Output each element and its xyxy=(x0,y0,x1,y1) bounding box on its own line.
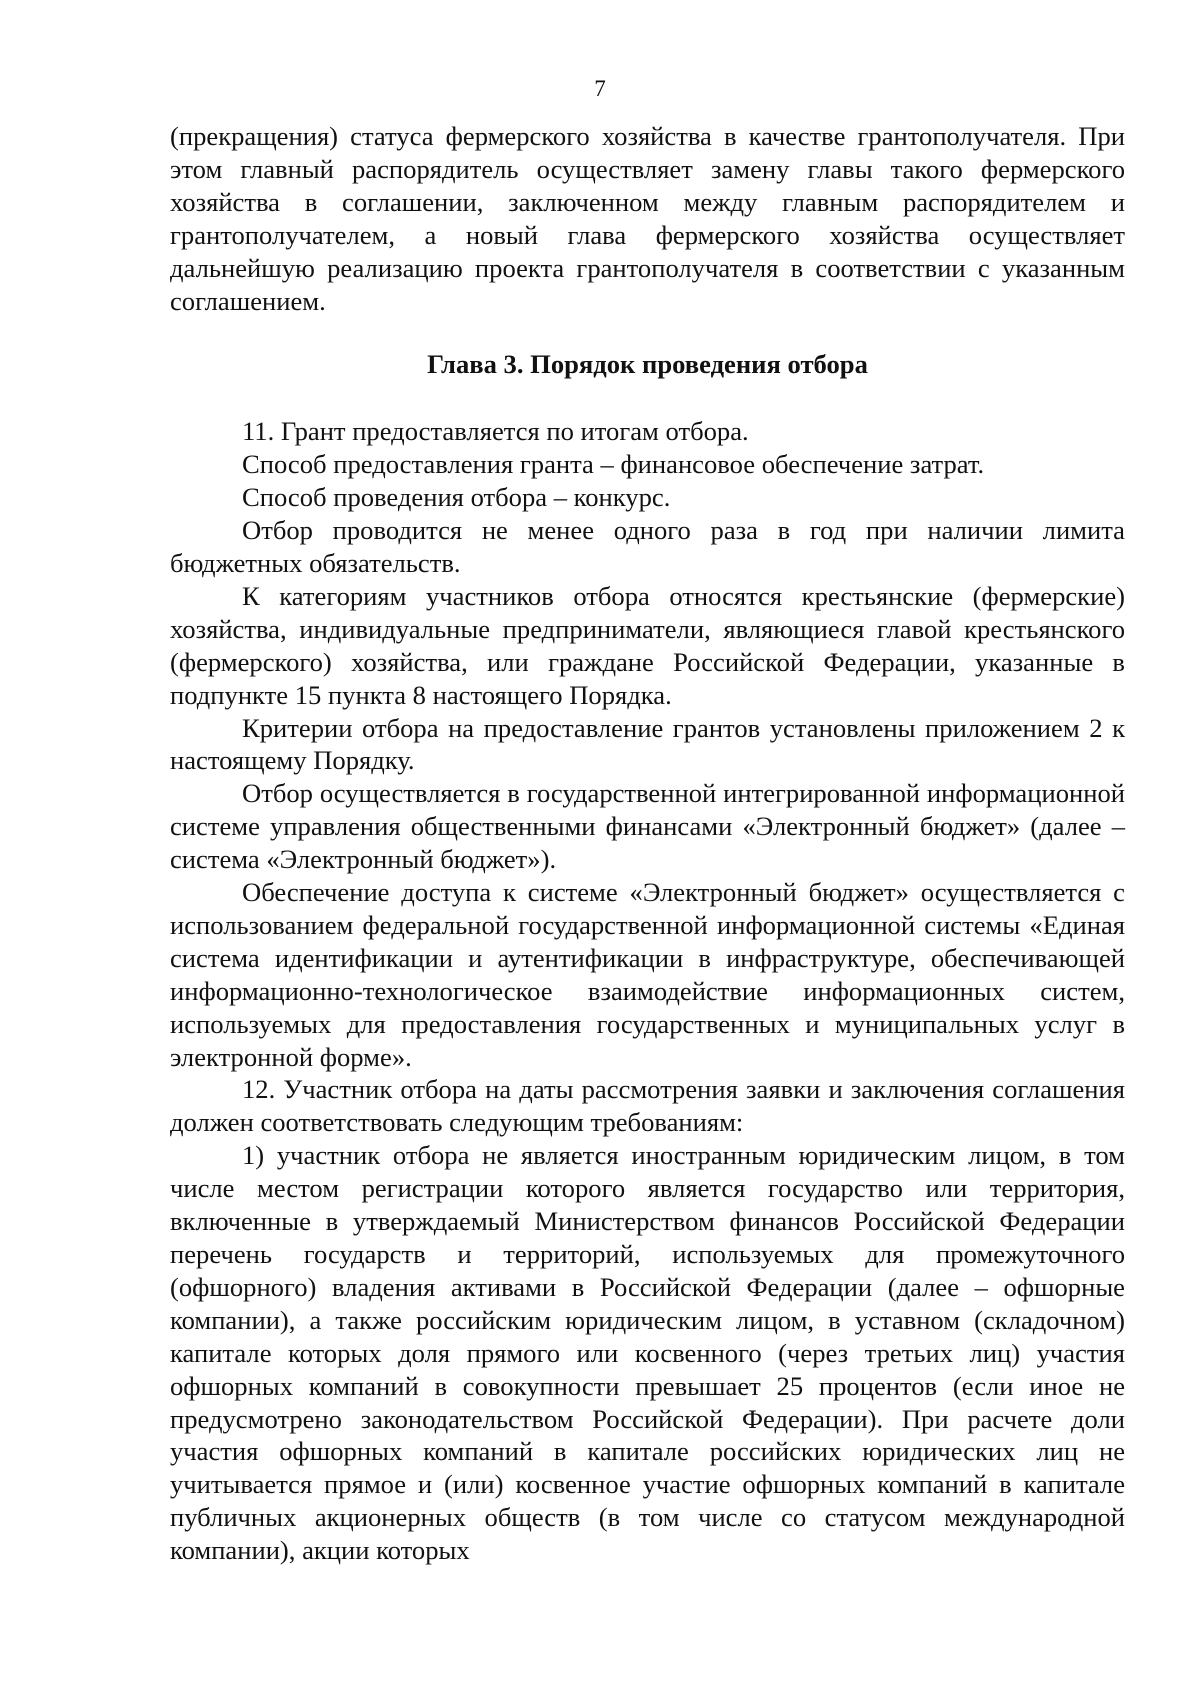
paragraph-grant-method: Способ предоставления гранта – финансовое обеспечение затрат. xyxy=(242,449,985,480)
paragraph-electronic-budget: Отбор осуществляется в государственной интегрированной информационной системе управления общественными финансами «Электронный бюджет» (далее – система «Электронный бюджет»). xyxy=(170,778,1125,875)
page-number: 7 xyxy=(594,76,606,101)
document-body xyxy=(170,120,1125,1567)
paragraph-12: 12. Участник отбора на даты рассмотрения заявки и заключения соглашения должен соответствовать следующим требованиям: xyxy=(170,1074,1125,1138)
paragraph-access: Обеспечение доступа к системе «Электронный бюджет» осуществляется с использованием федеральной государственной информационной системы «Единая система идентификации и аутентификации в инфраструктуре, обеспечивающей информационно-технологическое взаимодействие информационных систем, используемых для предоставления государственных и муниципальных услуг в электронной форме». xyxy=(170,877,1125,1072)
paragraph-participant-categories: К категориям участников отбора относятся крестьянские (фермерские) хозяйства, индивидуальные предприниматели, являющиеся главой крестьянского (фермерского) хозяйства, или граждане Российской Федерации, указанные в подпункте 15 пункта 8 настоящего Порядка. xyxy=(170,580,1125,710)
paragraph-selection-method: Способ проведения отбора – конкурс. xyxy=(242,482,671,513)
paragraph-12-item-1: 1) участник отбора не является иностранным юридическим лицом, в том числе местом регистрации которого является государство или территория, включенные в утверждаемый Министерством финансов Российской Федерации перечень государств и территорий, используемых для промежуточного (офшорного) владения активами в Российской Федерации (далее – офшорные компании), а также российским юридическим лицом, в уставном (складочном) капитале которых доля прямого или косвенного (через третьих лиц) участия офшорных компаний в совокупности превышает 25 процентов (если иное не предусмотрено законодательством Российской Федерации). При расчете доли участия офшорных компаний в капитале российских юридических лиц не учитывается прямое и (или) косвенное участие офшорных компаний в капитале публичных акционерных обществ (в том числе со статусом международной компании), акции которых xyxy=(170,1140,1125,1566)
paragraph-selection-criteria: Критерии отбора на предоставление грантов установлены приложением 2 к настоящему Порядку. xyxy=(170,712,1125,776)
paragraph-selection-frequency: Отбор проводится не менее одного раза в год при наличии лимита бюджетных обязательств. xyxy=(170,515,1125,578)
paragraph-11: 11. Грант предоставляется по итогам отбора. xyxy=(242,416,749,447)
paragraph-continuation: (прекращения) статуса фермерского хозяйства в качестве грантополучателя. При этом главный распорядитель осуществляет замену главы такого фермерского хозяйства в соглашении, заключенном между главным распорядителем и грантополучателем, а новый глава фермерского хозяйства осуществляет дальнейшую реализацию проекта грантополучателя в соответствии с указанным соглашением. xyxy=(170,121,1125,316)
chapter-heading: Глава 3. Порядок проведения отбора xyxy=(427,349,868,380)
